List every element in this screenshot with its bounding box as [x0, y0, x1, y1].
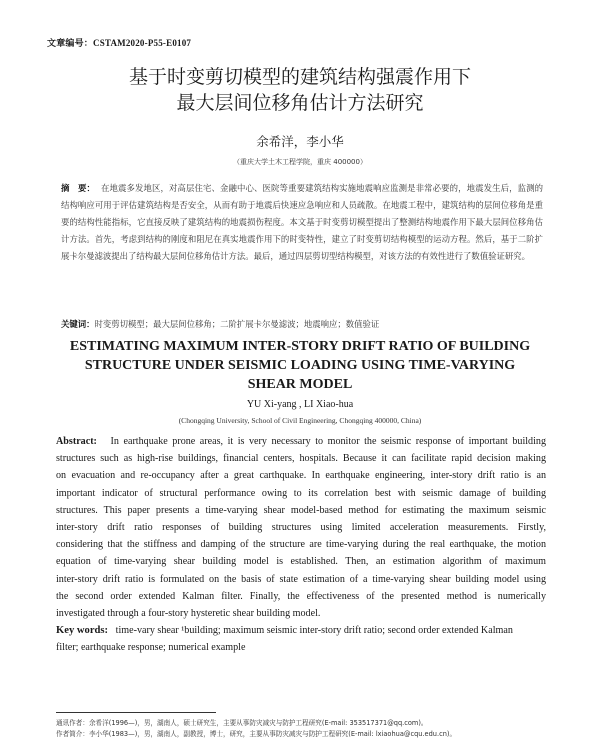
footnote-author-bio: 作者简介：李小华(1983—)，男，湖南人，副教授，博士，研究，主要从事防灾减灾与防护工程研究(E-mail: lxiaohua@cqu.edu.cn)。	[56, 730, 457, 738]
keywords-line-2: filter; earthquake response; numerical example	[56, 642, 246, 653]
english-keywords-label: Key words:	[56, 625, 109, 636]
chinese-keywords	[61, 316, 543, 333]
english-abstract-label: Abstract:	[56, 436, 97, 447]
chinese-abstract-label: 摘 要：	[61, 183, 96, 193]
chinese-keywords-text: 时变剪切模型；最大层间位移角；二阶扩展卡尔曼滤波；地震响应；数值验证	[94, 319, 380, 329]
english-title-line-1: ESTIMATING MAXIMUM INTER-STORY DRIFT RATIO OF BUILDING	[69, 339, 531, 354]
footnote-divider	[56, 712, 216, 713]
english-authors: YU Xi-yang , LI Xiao-hua	[246, 399, 354, 410]
chinese-affiliation: （重庆大学土木工程学院，重庆 400000）	[233, 158, 367, 166]
keywords-line-1: Key words: time-vary shear ¹building; maximum seismic inter-story drift ratio; second order extended Kalman	[56, 625, 513, 636]
footnotes	[56, 718, 456, 740]
chinese-abstract-text: 在地震多发地区，对高层住宅、金融中心、医院等重要建筑结构实施地震响应监测是非常必要的，地震发生后，监测的结构响应可用于评估建筑结构是否安全，从而有助于地震后快速应急响应和人员疏散。在地震工程中，建筑结构的层间位移角是重要的结构性能指标，它直接反映了建筑结构的地震损伤程度。本文基于时变剪切模型提出了整测结构地震作用下最大层间位移角估计方法。首先，考虑到结构的刚度和阻尼在真实地震作用下的时变特性，建立了时变剪切结构模型的运动方程。然后，基于二阶扩展卡尔曼滤波提出了结构最大层间位移角估计方法。最后，通过四层剪切型结构模型，对该方法的有效性进行了数值验证研究。	[61, 183, 544, 261]
article-number: 文章编号：CSTAM2020-P55-E0107	[47, 38, 192, 48]
chinese-keywords-label: 关键词：	[61, 319, 95, 329]
abstract-line: structures such as high-rise buildings, financial centers, hospitals. Because it can facilitate rapid decision making	[56, 453, 546, 465]
abstract-line: the second order extended Kalman filter. Finally, the effectiveness of the presented method is numerically	[56, 590, 546, 602]
abstract-line: important indicator of structural performance owing to its correlation best with seismic damage of building	[56, 487, 546, 499]
chinese-title-line-1: 基于时变剪切模型的建筑结构强震作用下	[128, 66, 471, 88]
chinese-authors: 余希洋，李小华	[256, 134, 344, 149]
abstract-line: on evacuation and re-occupancy after a great carthquake. In earthquake engineering, inter-story drift ratio is an	[56, 470, 546, 482]
chinese-title	[0, 64, 600, 116]
chinese-title-line-2: 最大层间位移角估计方法研究	[176, 92, 424, 114]
abstract-line: equation of time-varying shear building model is established. Then, an estimation algorithm of maximum	[56, 556, 546, 568]
abstract-line: inter-story drift ratio responses of building structures using limited acceleration measurements. Firstly,	[56, 521, 546, 533]
english-affiliation: (Chongqing University, School of Civil Engineering, Chongqing 400000, China)	[178, 416, 422, 425]
abstract-line: investigated through a four-story hysteretic shear building model.	[56, 607, 321, 619]
abstract-line: Abstract: In earthquake prone areas, it is very necessary to monitor the seismic response of important building	[56, 436, 546, 447]
abstract-line: considering that the stiffness and damping of the structure are time-varying during the real earthquake, the motion	[56, 539, 546, 551]
english-title-line-3: SHEAR MODEL	[247, 377, 353, 392]
english-title	[0, 337, 600, 394]
english-title-line-2: STRUCTURE UNDER SEISMIC LOADING USING TIME-VARYING	[84, 358, 516, 373]
footnote-corresponding-author: 通讯作者：余希洋(1996—)，男，湖南人，硕士研究生，主要从事防灾减灾与防护工程研究(E-mail: 353517371@qq.com)。	[56, 719, 428, 727]
english-keywords	[56, 622, 546, 656]
chinese-abstract	[61, 180, 543, 265]
abstract-line: inter-story drift ratio is formulated on the basis of state estimation of a time-varying shear building model using	[56, 573, 546, 585]
english-abstract	[56, 433, 546, 622]
abstract-line: structures. This paper presents a time-varying shear model-based method for estimating the maximum seismic	[56, 504, 546, 516]
